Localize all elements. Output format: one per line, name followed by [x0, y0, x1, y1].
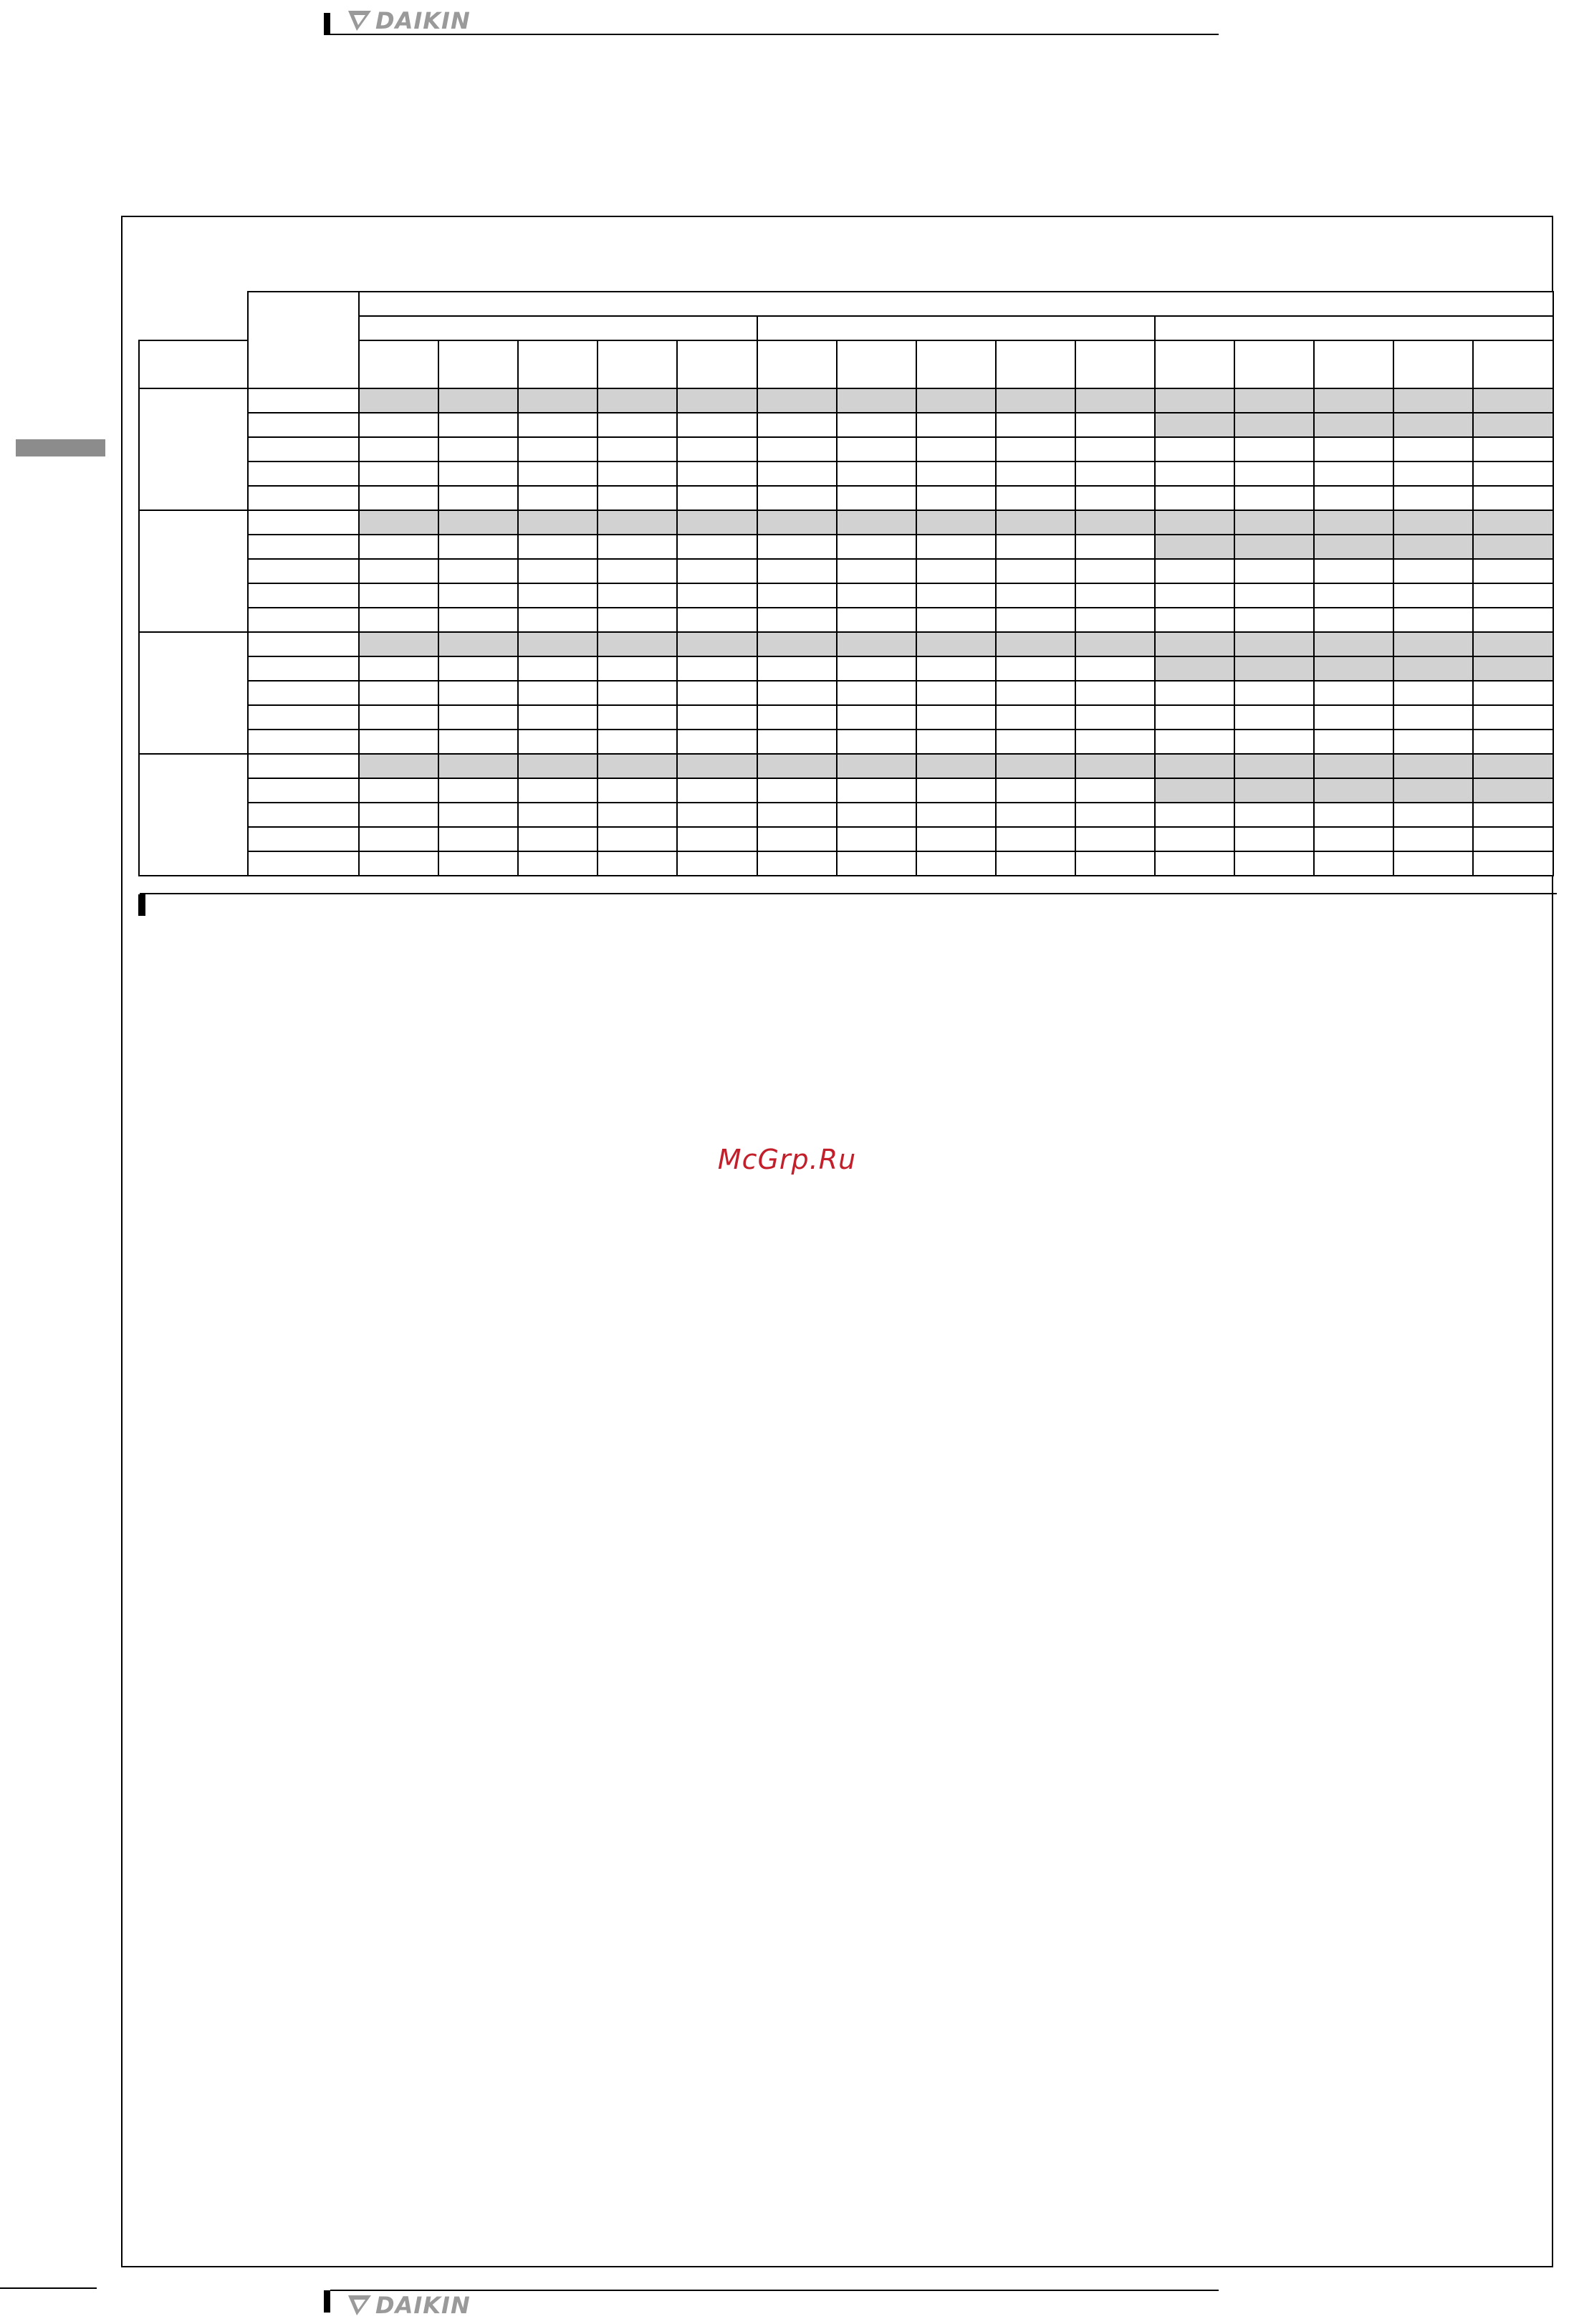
footer-mark [324, 2290, 330, 2313]
page-frame [121, 216, 1553, 2267]
section-marker [138, 894, 145, 916]
watermark: McGrp.Ru [717, 1144, 857, 1175]
footer-brand-logo [347, 2292, 471, 2319]
footer-left-rule [0, 2287, 97, 2289]
daikin-logo-icon [347, 9, 373, 32]
header-mark [324, 13, 330, 35]
brand-name: DAIKIN [375, 2292, 471, 2319]
section-rule [140, 893, 1557, 894]
brand-name: DAIKIN [375, 7, 471, 34]
brand-logo [347, 7, 471, 34]
chapter-tab [16, 439, 105, 456]
daikin-logo-icon [347, 2294, 373, 2317]
footer-rule [330, 2290, 1219, 2291]
